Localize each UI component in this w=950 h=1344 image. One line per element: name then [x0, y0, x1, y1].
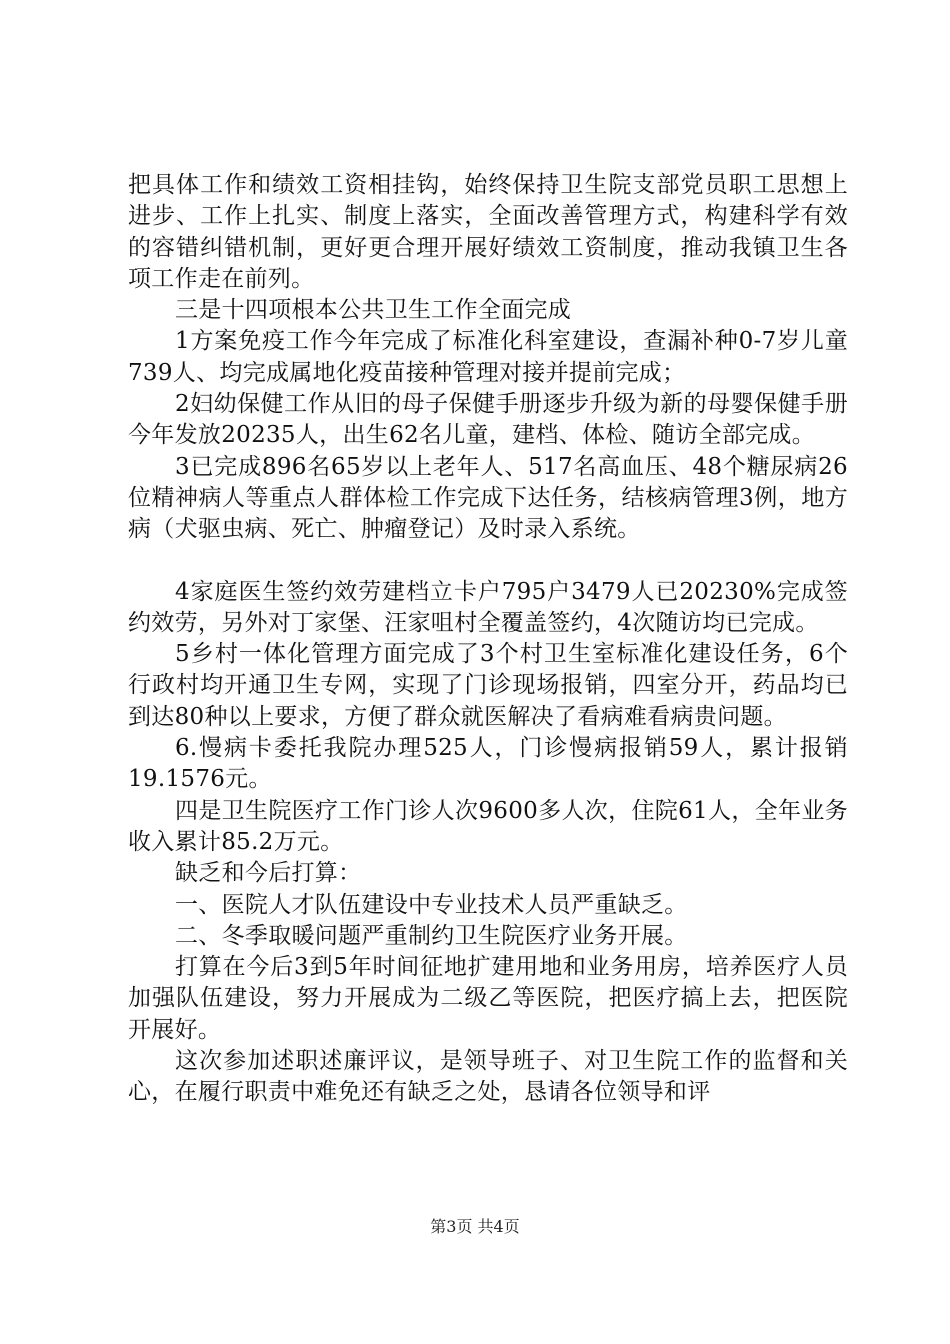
paragraph-item-1-immunization: 1方案免疫工作今年完成了标准化科室建设，查漏补种0-7岁儿童739人、均完成属地化疫苗接种管理对接并提前完成；	[128, 328, 848, 386]
paragraph-closing: 这次参加述职述廉评议，是领导班子、对卫生院工作的监督和关心，在履行职责中难免还有缺乏之处，恳请各位领导和评	[128, 1048, 848, 1106]
document-body	[128, 170, 848, 1109]
paragraph-item-5-village-integration: 5乡村一体化管理方面完成了3个村卫生室标准化建设任务，6个行政村均开通卫生专网，实现了门诊现场报销，四室分开，药品均已到达80种以上要求，方便了群众就医解决了看病难看病贵问题。	[128, 641, 848, 730]
paragraph-future-plan: 打算在今后3到5年时间征地扩建用地和业务用房，培养医疗人员加强队伍建设，努力开展成为二级乙等医院，把医疗搞上去，把医院开展好。	[128, 954, 848, 1043]
page-number-label: 第3页 共4页	[430, 1217, 520, 1236]
paragraph-section-four-medical: 四是卫生院医疗工作门诊人次9600多人次，住院61人，全年业务收入累计85.2万元。	[128, 797, 848, 855]
page-footer	[0, 1214, 950, 1237]
paragraph-section-three-heading: 三是十四项根本公共卫生工作全面完成	[175, 297, 572, 324]
paragraph-item-6-chronic-disease: 6.慢病卡委托我院办理525人，门诊慢病报销59人，累计报销19.1576元。	[128, 735, 848, 793]
paragraph-shortcoming-2: 二、冬季取暖问题严重制约卫生院医疗业务开展。	[175, 922, 688, 949]
paragraph-item-3-health-checks: 3已完成896名65岁以上老年人、517名高血压、48个糖尿病26位精神病人等重点人群体检工作完成下达任务，结核病管理3例，地方病（犬驱虫病、死亡、肿瘤登记）及时录入系统。	[128, 453, 848, 543]
paragraph-item-2-maternal-child: 2妇幼保健工作从旧的母子保健手册逐步升级为新的母婴保健手册今年发放20235人，出生62名儿童，建档、体检、随访全部完成。	[128, 391, 848, 449]
paragraph-shortcomings-heading: 缺乏和今后打算：	[175, 860, 362, 887]
paragraph-intro-continued: 把具体工作和绩效工资相挂钩，始终保持卫生院支部党员职工思想上进步、工作上扎实、制度上落实，全面改善管理方式，构建科学有效的容错纠错机制，更好更合理开展好绩效工资制度，推动我镇卫生各项工作走在前列。	[128, 172, 848, 292]
paragraph-item-4-family-doctor: 4家庭医生签约效劳建档立卡户795户3479人已20230%完成签约效劳，另外对丁家堡、汪家咀村全覆盖签约，4次随访均已完成。	[128, 578, 848, 636]
paragraph-shortcoming-1: 一、医院人才队伍建设中专业技术人员严重缺乏。	[175, 891, 688, 918]
